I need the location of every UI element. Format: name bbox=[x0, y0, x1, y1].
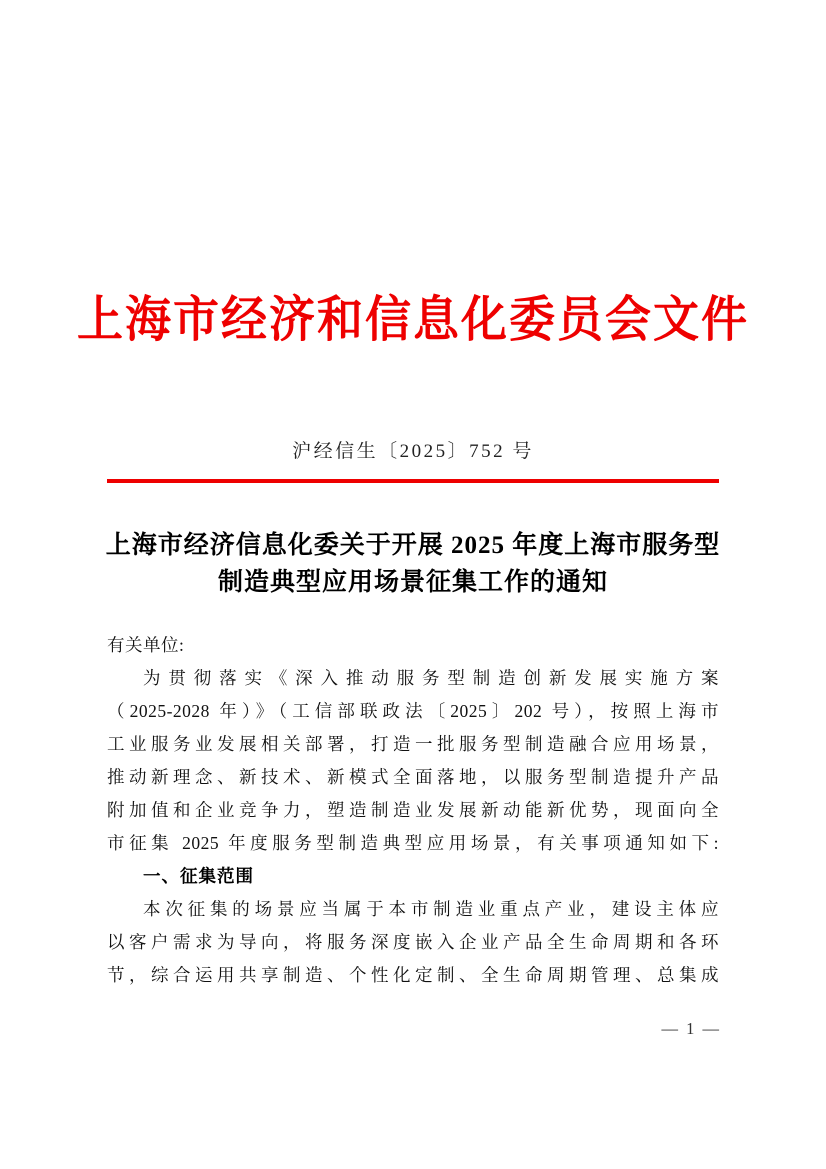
body-line: 工业服务业发展相关部署，打造一批服务型制造融合应用场景， bbox=[107, 734, 719, 754]
body-line: 市征集 2025 年度服务型制造典型应用场景，有关事项通知如下: bbox=[107, 833, 719, 853]
doc-title-line-1: 上海市经济信息化委关于开展 2025 年度上海市服务型 bbox=[105, 532, 721, 559]
body-line: 为贯彻落实《深入推动服务型制造创新发展实施方案 bbox=[143, 668, 719, 688]
body-line: 本次征集的场景应当属于本市制造业重点产业，建设主体应 bbox=[143, 899, 719, 919]
doc-title-line-2: 制造典型应用场景征集工作的通知 bbox=[217, 569, 608, 596]
body-line: 附加值和企业竞争力，塑造制造业发展新动能新优势，现面向全 bbox=[107, 800, 719, 820]
body-line: 以客户需求为导向，将服务深度嵌入企业产品全生命周期和各环 bbox=[107, 932, 719, 952]
body-text bbox=[107, 629, 719, 992]
body-line: （2025-2028 年）》（工信部联政法〔2025〕202 号），按照上海市 bbox=[107, 701, 719, 721]
salutation: 有关单位: bbox=[107, 635, 185, 655]
section-heading: 一、征集范围 bbox=[143, 866, 254, 886]
red-divider-rule bbox=[107, 479, 719, 483]
doc-number: 沪经信生〔2025〕752 号 bbox=[292, 441, 534, 462]
page-number: — 1 — bbox=[661, 1019, 721, 1038]
body-line: 节，综合运用共享制造、个性化定制、全生命周期管理、总集成 bbox=[107, 965, 719, 985]
body-line: 推动新理念、新技术、新模式全面落地，以服务型制造提升产品 bbox=[107, 767, 719, 787]
letterhead-title: 上海市经济和信息化委员会文件 bbox=[77, 292, 749, 347]
doc-title bbox=[60, 527, 766, 601]
